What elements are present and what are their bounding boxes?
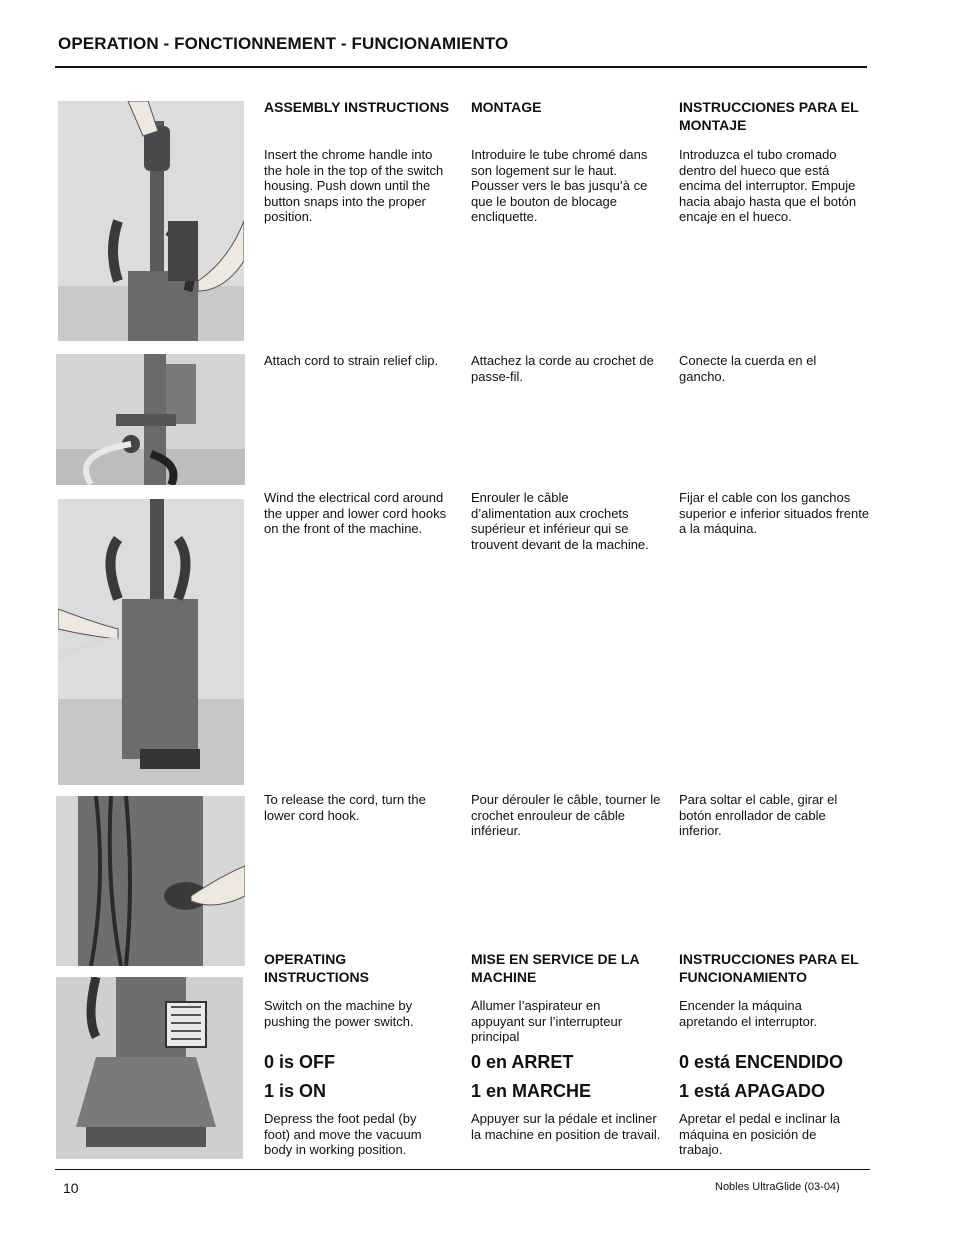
photo-handle-insert <box>58 101 244 341</box>
footer-rule <box>55 1169 870 1170</box>
page-number: 10 <box>63 1180 79 1196</box>
photo-foot-pedal <box>56 977 243 1159</box>
off-state-fr: 0 en ARRET <box>471 1052 574 1072</box>
assembly-heading-en: ASSEMBLY INSTRUCTIONS <box>264 99 450 115</box>
step3-text-es: Fijar el cable con los ganchos superior e inferior situados frente a la máquina. <box>679 490 870 536</box>
step4-text-fr: Pour dérouler le câble, tourner le crochet enrouleur de câble inférieur. <box>471 792 661 838</box>
step3-text-fr: Enrouler le câble d’alimentation aux crochets supérieur et inférieur qui se trouvent devant de la machine. <box>471 490 649 552</box>
document-reference: Nobles UltraGlide (03-04) <box>715 1181 840 1193</box>
step4-text-en: To release the cord, turn the lower cord hook. <box>264 792 426 823</box>
assembly-heading-fr: MONTAGE <box>471 99 542 115</box>
step1-text-en: Insert the chrome handle into the hole in the top of the switch housing. Push down until the button snaps into the proper position. <box>264 147 444 224</box>
step1-text-fr: Introduire le tube chromé dans son logement sur le haut. Pousser vers le bas jusqu’à ce que le bouton de blocage encliquette. <box>471 147 648 224</box>
step2-text-fr: Attachez la corde au crochet de passe-fil. <box>471 353 654 384</box>
operating-heading-fr: MISE EN SERVICE DE LA MACHINE <box>471 951 640 985</box>
switch-on-text-es: Encender la máquina apretando el interruptor. <box>679 998 818 1029</box>
on-state-en: 1 is ON <box>264 1081 327 1101</box>
step4-text-es: Para soltar el cable, girar el botón enrollador de cable inferior. <box>679 792 838 838</box>
switch-on-text-en: Switch on the machine by pushing the power switch. <box>264 998 414 1029</box>
on-state-fr: 1 en MARCHE <box>471 1081 592 1101</box>
off-state-es: 0 está ENCENDIDO <box>679 1052 844 1072</box>
header-rule <box>55 66 867 68</box>
photo-strain-relief-clip <box>56 354 245 485</box>
assembly-heading-es: INSTRUCCIONES PARA EL MONTAJE <box>679 99 859 133</box>
pedal-text-en: Depress the foot pedal (by foot) and move the vacuum body in working position. <box>264 1111 422 1157</box>
photo-cord-winding <box>58 499 244 785</box>
step2-text-en: Attach cord to strain relief clip. <box>264 353 439 368</box>
step3-text-en: Wind the electrical cord around the upper and lower cord hooks on the front of the machine. <box>264 490 447 536</box>
pedal-text-fr: Appuyer sur la pédale et incliner la machine en position de travail. <box>471 1111 661 1142</box>
operating-heading-en: OPERATING INSTRUCTIONS <box>264 951 369 985</box>
switch-on-text-fr: Allumer l’aspirateur en appuyant sur l’interrupteur principal <box>471 998 623 1044</box>
off-state-en: 0 is OFF <box>264 1052 336 1072</box>
step1-text-es: Introduzca el tubo cromado dentro del hueco que está encima del interruptor. Empuje hacia abajo hasta que el botón encaje en el hueco. <box>679 147 857 224</box>
pedal-text-es: Apretar el pedal e inclinar la máquina en posición de trabajo. <box>679 1111 841 1157</box>
operating-heading-es: INSTRUCCIONES PARA EL FUNCIONAMIENTO <box>679 951 859 985</box>
page-title: OPERATION - FONCTIONNEMENT - FUNCIONAMIENTO <box>58 34 509 53</box>
on-state-es: 1 está APAGADO <box>679 1081 826 1101</box>
step2-text-es: Conecte la cuerda en el gancho. <box>679 353 817 384</box>
photo-release-cord <box>56 796 245 966</box>
